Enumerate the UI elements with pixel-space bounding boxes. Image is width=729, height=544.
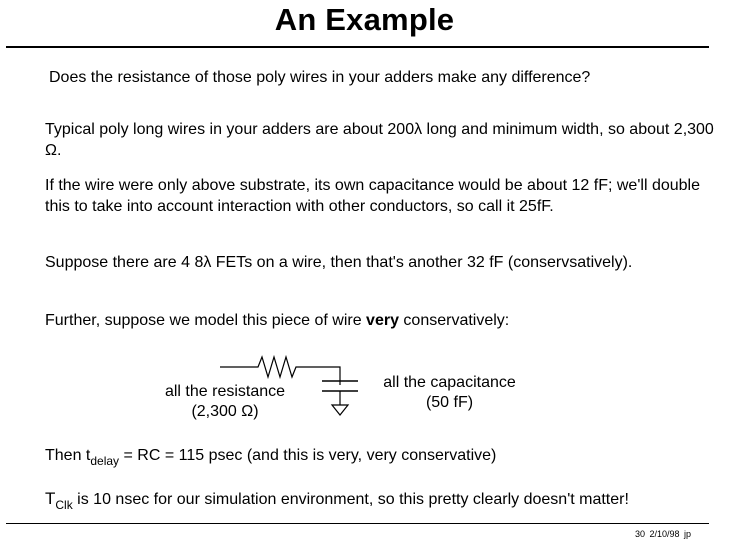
slide-footer: 30 2/10/98 jp xyxy=(634,529,691,539)
delay-rest: = RC = 115 psec (and this is very, very conservative) xyxy=(119,447,497,464)
model-intro-emphasis: very xyxy=(366,312,399,329)
clock-statement xyxy=(45,488,725,511)
paragraph-wire-resistance: Typical poly long wires in your adders are about 200λ long and minimum width, so about 2,300 Ω. xyxy=(45,121,714,159)
capacitance-label xyxy=(368,373,531,413)
capacitance-label-line2: (50 fF) xyxy=(425,394,474,411)
model-intro-end: conservatively: xyxy=(398,312,510,329)
slide-title: An Example xyxy=(274,2,455,37)
resistance-label-line2: (2,300 Ω) xyxy=(191,403,259,420)
clock-rest: is 10 nsec for our simulation environment, so this pretty clearly doesn't matter! xyxy=(72,491,629,508)
delay-prefix: Then t xyxy=(45,447,91,464)
delay-statement xyxy=(45,445,715,467)
delay-subscript: delay xyxy=(90,454,120,468)
paragraph-fet-capacitance: Suppose there are 4 8λ FETs on a wire, then that's another 32 fF (conservsatively). xyxy=(45,254,633,271)
model-intro-start: Further, suppose we model this piece of wire xyxy=(45,312,367,329)
clock-subscript: Clk xyxy=(55,498,73,512)
ground-symbol xyxy=(332,405,348,415)
paragraph-model-intro xyxy=(45,310,715,331)
intro-question: Does the resistance of those poly wires in your adders make any difference? xyxy=(49,69,591,86)
paragraph-wire-capacitance: If the wire were only above substrate, its own capacitance would be about 12 fF; we'll double this to take into account interaction with other conductors, so call it 25fF. xyxy=(45,177,700,215)
resistance-label xyxy=(150,382,300,422)
clock-t: T xyxy=(45,489,56,508)
capacitance-label-line1: all the capacitance xyxy=(383,374,516,391)
resistance-label-line1: all the resistance xyxy=(164,383,286,400)
title-divider xyxy=(6,46,709,48)
footer-divider xyxy=(6,523,709,524)
